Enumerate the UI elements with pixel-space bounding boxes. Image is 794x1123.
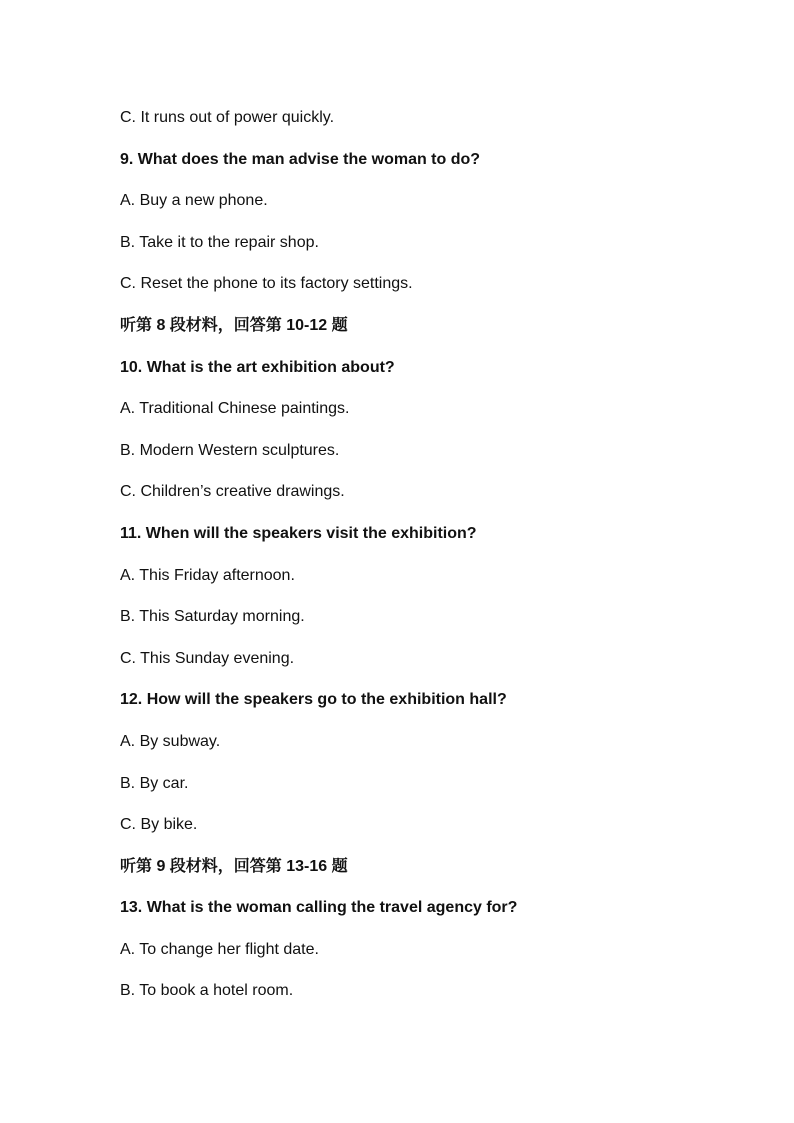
option-9c: C. Reset the phone to its factory settings. xyxy=(120,275,413,293)
option-12a: A. By subway. xyxy=(120,732,221,750)
option-11b: B. This Saturday morning. xyxy=(120,608,305,626)
option-11c: C. This Sunday evening. xyxy=(120,649,295,667)
option-13a: A. To change her flight date. xyxy=(120,940,319,958)
option-10b: B. Modern Western sculptures. xyxy=(120,441,340,459)
question-13: 13. What is the woman calling the travel agency for? xyxy=(120,899,518,917)
option-8c: C. It runs out of power quickly. xyxy=(120,109,335,126)
question-9: 9. What does the man advise the woman to do? xyxy=(120,150,481,168)
question-11: 11. When will the speakers visit the exhibition? xyxy=(120,524,477,542)
section-heading-9: 听第 9 段材料，回答第 13-16 题 xyxy=(120,857,348,875)
section-heading-8: 听第 8 段材料，回答第 10-12 题 xyxy=(120,316,348,334)
option-12b: B. By car. xyxy=(120,774,189,792)
option-10a: A. Traditional Chinese paintings. xyxy=(120,400,350,418)
option-13b: B. To book a hotel room. xyxy=(120,982,294,1000)
question-10: 10. What is the art exhibition about? xyxy=(120,358,395,376)
option-11a: A. This Friday afternoon. xyxy=(120,566,295,584)
document-content xyxy=(120,105,720,1020)
option-9b: B. Take it to the repair shop. xyxy=(120,233,319,251)
option-9a: A. Buy a new phone. xyxy=(120,192,268,210)
option-12c: C. By bike. xyxy=(120,816,198,834)
option-10c: C. Children’s creative drawings. xyxy=(120,483,345,501)
question-12: 12. How will the speakers go to the exhibition hall? xyxy=(120,691,507,709)
